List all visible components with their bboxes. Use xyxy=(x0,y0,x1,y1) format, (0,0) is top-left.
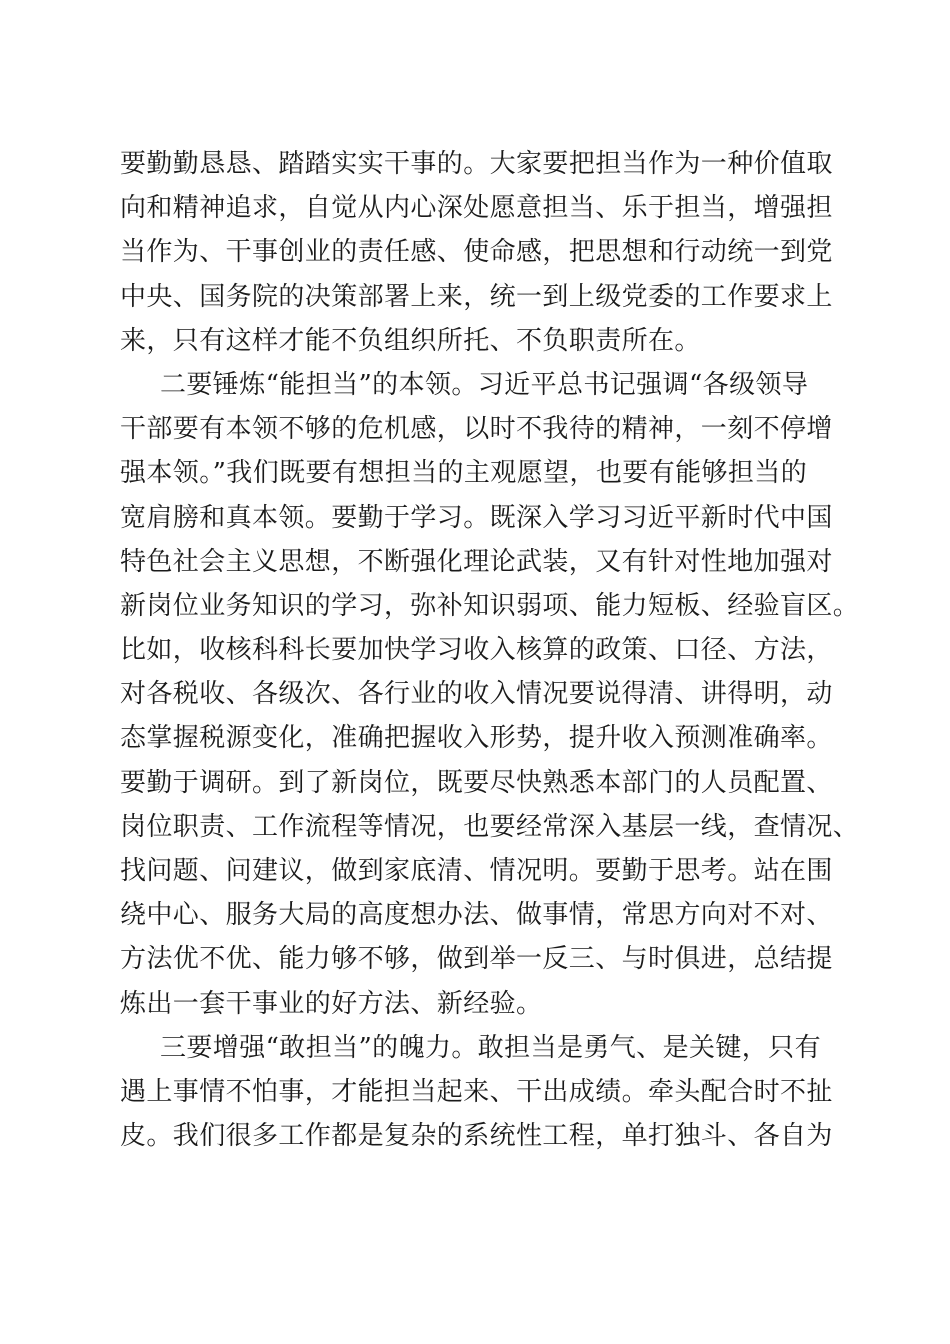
text-line: 当作为、干事创业的责任感、使命感，把思想和行动统一到党 xyxy=(120,237,833,268)
text-line: 方法优不优、能力够不够，做到举一反三、与时俱进，总结提 xyxy=(120,944,833,975)
text-line: 绕中心、服务大局的高度想办法、做事情，常思方向对不对、 xyxy=(120,900,833,931)
text-line: 新岗位业务知识的学习，弥补知识弱项、能力短板、经验盲区。 xyxy=(120,590,860,621)
text-line: 比如，收核科科长要加快学习收入核算的政策、口径、方法， xyxy=(120,635,833,666)
text-line: 强本领。”我们既要有想担当的主观愿望，也要有能够担当的 xyxy=(120,458,808,489)
text-line: 向和精神追求，自觉从内心深处愿意担当、乐于担当，增强担 xyxy=(120,193,833,224)
text-line: 要勤勤恳恳、踏踏实实干事的。大家要把担当作为一种价值取 xyxy=(120,149,833,179)
text-line: 态掌握税源变化，准确把握收入形势，提升收入预测准确率。 xyxy=(120,723,833,754)
text-line: 来，只有这样才能不负组织所托、不负职责所在。 xyxy=(120,325,701,356)
text-line: 二要锤炼“能担当”的本领。习近平总书记强调“各级领导 xyxy=(160,369,809,400)
text-line: 特色社会主义思想，不断强化理论武装，又有针对性地加强对 xyxy=(120,546,833,577)
text-line: 对各税收、各级次、各行业的收入情况要说得清、讲得明，动 xyxy=(120,679,833,710)
text-line: 要勤于调研。到了新岗位，既要尽快熟悉本部门的人员配置、 xyxy=(120,767,833,798)
text-line: 皮。我们很多工作都是复杂的系统性工程，单打独斗、各自为 xyxy=(120,1121,833,1152)
body-text xyxy=(120,142,860,1158)
text-line: 中央、国务院的决策部署上来，统一到上级党委的工作要求上 xyxy=(120,281,833,312)
text-line: 遇上事情不怕事，才能担当起来、干出成绩。牵头配合时不扯 xyxy=(120,1076,833,1107)
text-line: 宽肩膀和真本领。要勤于学习。既深入学习习近平新时代中国 xyxy=(120,502,833,533)
text-line: 三要增强“敢担当”的魄力。敢担当是勇气、是关键，只有 xyxy=(160,1032,821,1063)
text-line: 找问题、问建议，做到家底清、情况明。要勤于思考。站在围 xyxy=(120,856,833,886)
text-line: 岗位职责、工作流程等情况，也要经常深入基层一线，查情况、 xyxy=(120,811,860,842)
text-line: 干部要有本领不够的危机感，以时不我待的精神，一刻不停增 xyxy=(120,414,833,445)
text-line: 炼出一套干事业的好方法、新经验。 xyxy=(120,988,543,1019)
